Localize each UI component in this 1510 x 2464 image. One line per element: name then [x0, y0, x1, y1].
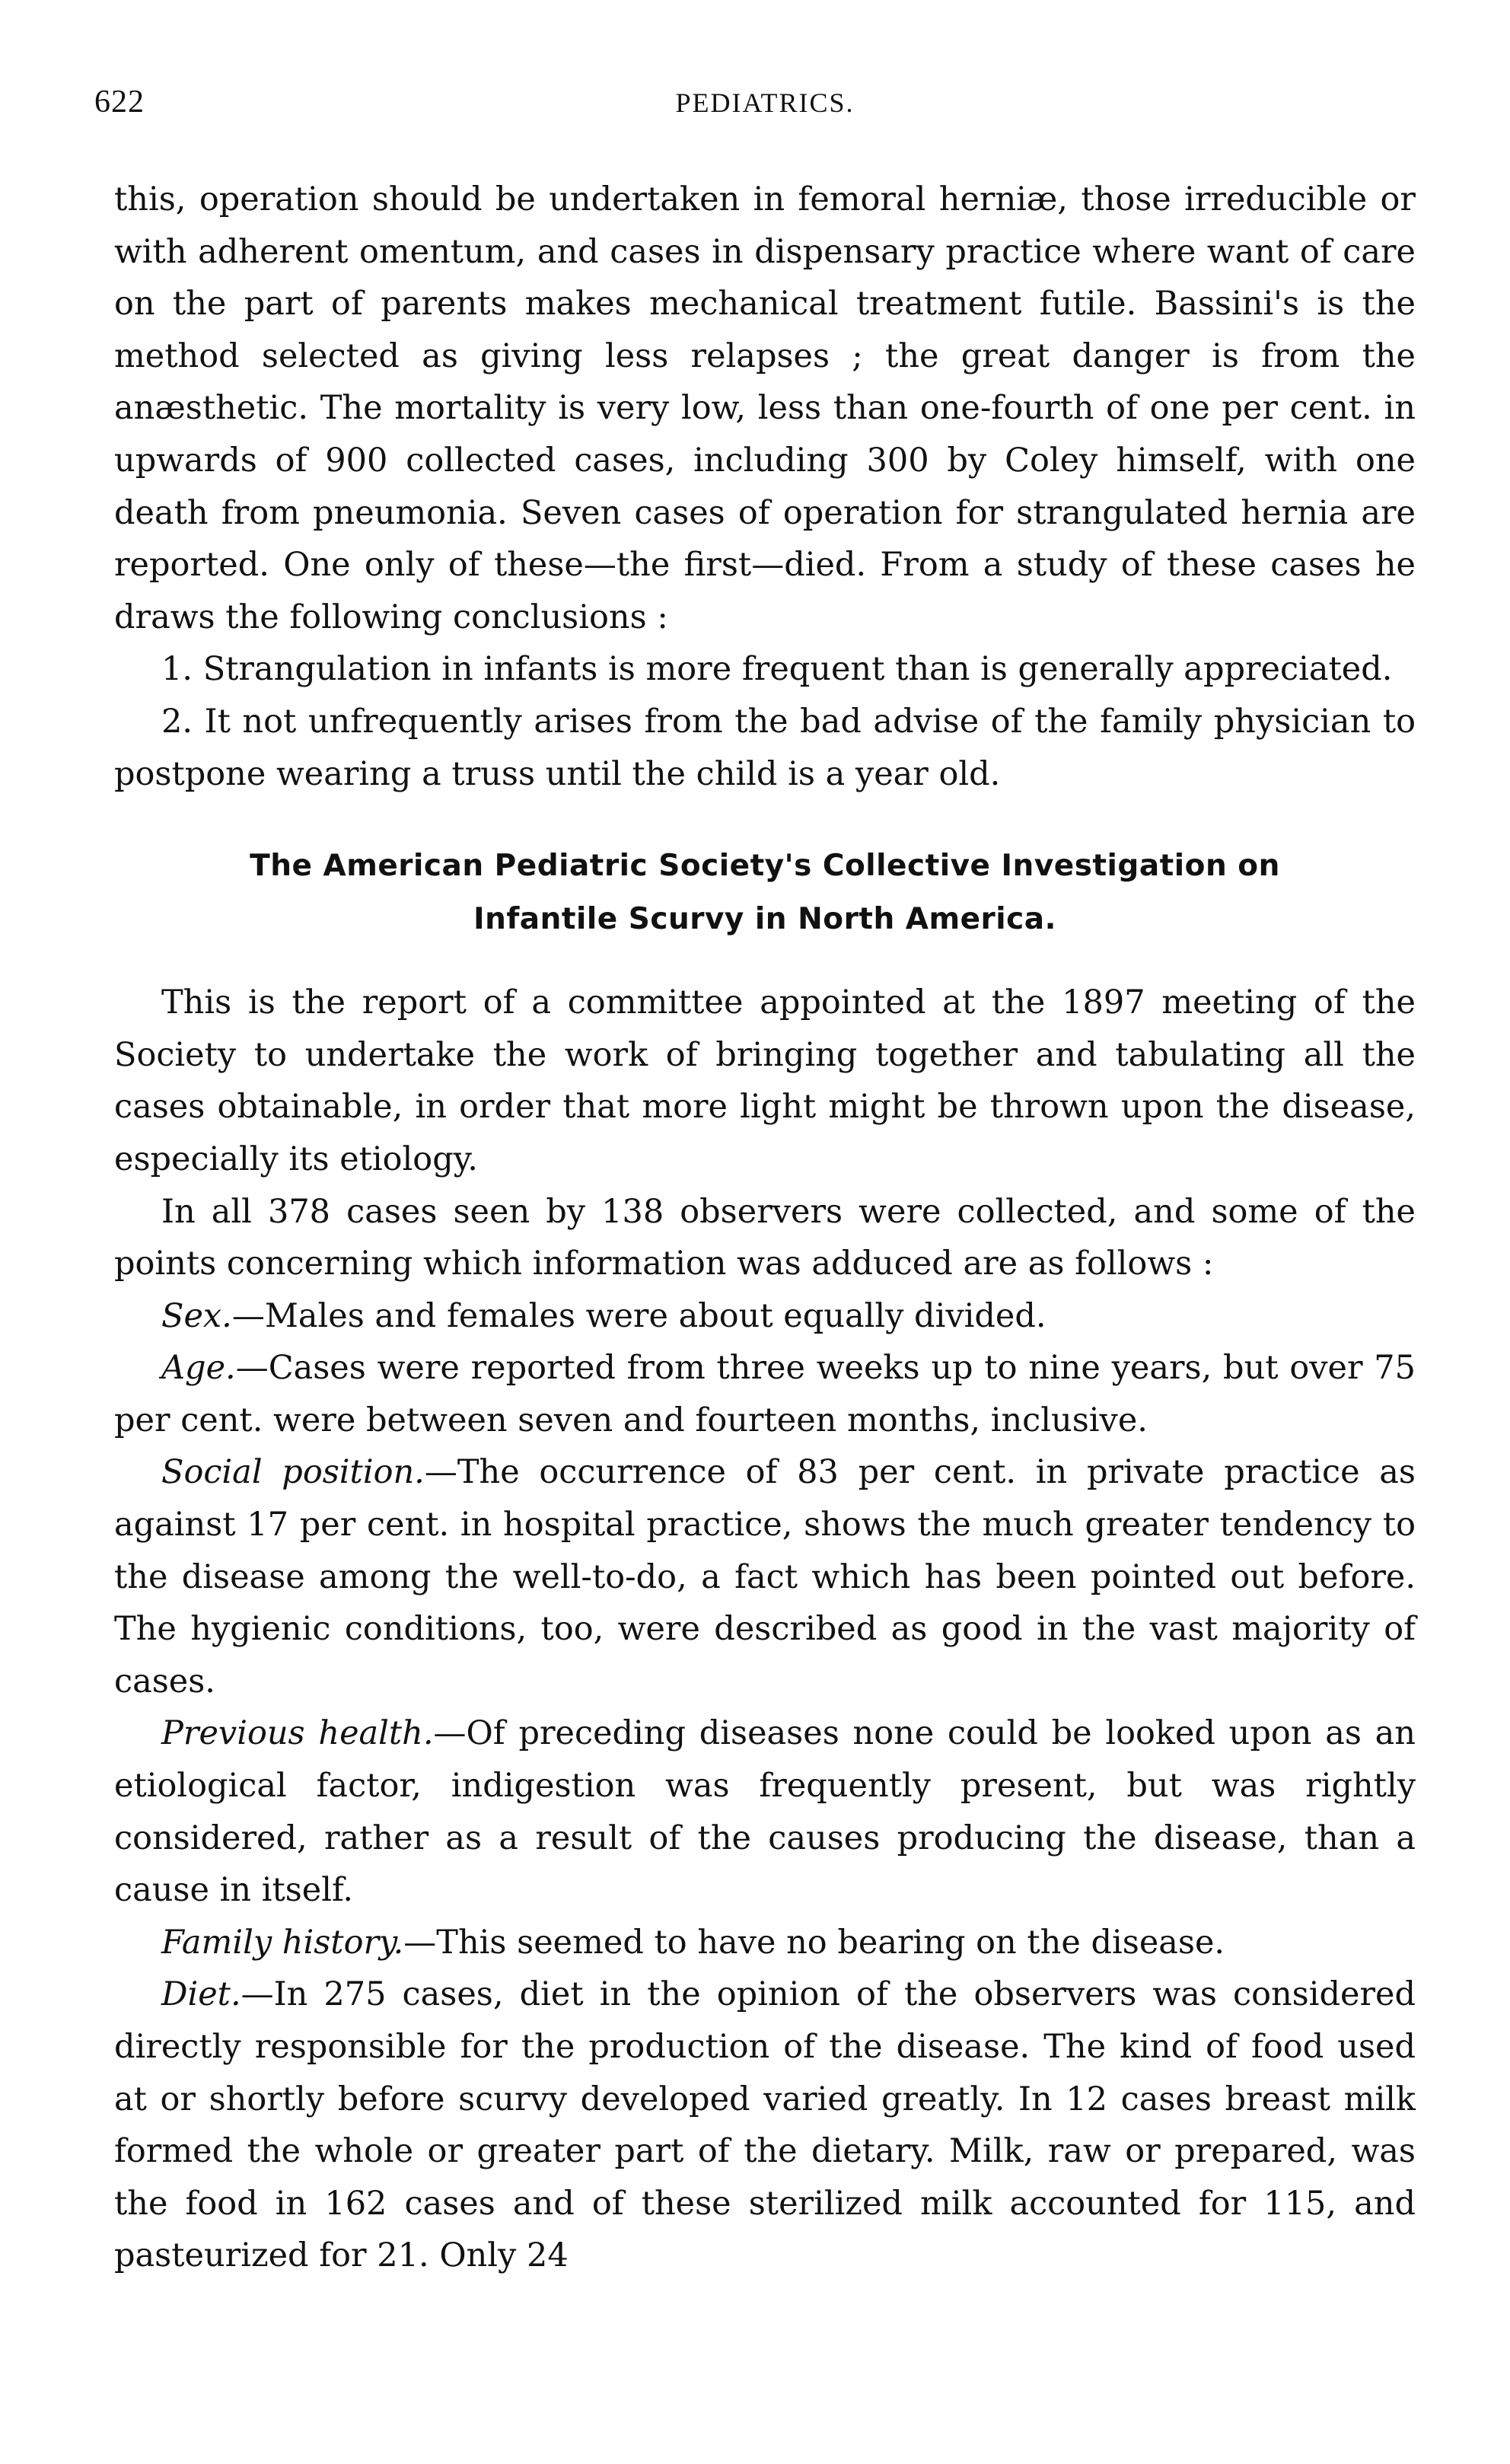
finding-label: Age. — [161, 1349, 236, 1388]
finding-label: Sex. — [161, 1296, 232, 1335]
cases-paragraph: In all 378 cases seen by 138 observers were collected, and some of the points concerning which information was adduced are as follows : — [114, 1192, 1416, 1283]
finding-social-position — [114, 1446, 1416, 1707]
finding-text: —In 275 cases, diet in the opinion of the observers was considered directly responsible for the production of the disease. The kind of food used at or shortly before scurvy developed varied greatly. In 12 cases breast milk formed the whole or greater part of the dietary. Milk, raw or prepared, was the food in 162 cases and of these sterilized milk accounted for 115, and pasteurized for 21. Only 24 — [114, 1975, 1416, 2275]
body-text — [114, 174, 1416, 2282]
finding-text: —The occurrence of 83 per cent. in private practice as against 17 per cent. in hospital practice, shows the much greater tendency to the disease among the well-to-do, a fact which has been pointed out before. The hygienic conditions, too, were described as good in the vast majority of cases. — [114, 1453, 1416, 1701]
section-heading — [114, 840, 1416, 946]
book-page — [94, 84, 1416, 2282]
finding-label: Family history. — [161, 1923, 404, 1962]
conclusion-item: 1. Strangulation in infants is more frequent than is generally appreciated. — [161, 650, 1393, 689]
finding-text: —Males and females were about equally divided. — [231, 1296, 1046, 1335]
finding-text: —This seemed to have no bearing on the disease. — [403, 1923, 1225, 1962]
finding-label: Social position. — [161, 1453, 425, 1492]
finding-diet — [114, 1968, 1416, 2282]
finding-sex — [114, 1290, 1416, 1343]
finding-family-history — [114, 1917, 1416, 1969]
finding-label: Diet. — [161, 1975, 241, 2014]
intro-paragraph: this, operation should be undertaken in femoral herniæ, those irreducible or with adherent omentum, and cases in dispensary practice where want of care on the part of parents makes mechanical treatment futile. Bassini's is the method selected as giving less relapses ; the great danger is from the anæsthetic. The mortality is very low, less than one-fourth of one per cent. in upwards of 900 collected cases, including 300 by Coley himself, with one death from pneumonia. Seven cases of operation for strangulated hernia are reported. One only of these—the first—died. From a study of these cases he draws the following conclusions : — [114, 180, 1416, 636]
section-heading-line: The American Pediatric Society's Collective Investigation on — [250, 849, 1280, 884]
report-paragraph: This is the report of a committee appointed at the 1897 meeting of the Society to undertake the work of bringing together and tabulating all the cases obtainable, in order that more light might be thrown upon the disease, especially its etiology. — [114, 983, 1416, 1178]
conclusion-item: 2. It not unfrequently arises from the bad advise of the family physician to postpone wearing a truss until the child is a year old. — [114, 702, 1416, 793]
finding-text: —Cases were reported from three weeks up to nine years, but over 75 per cent. were between seven and fourteen months, inclusive. — [114, 1349, 1416, 1439]
running-head: PEDIATRICS. — [675, 88, 855, 118]
finding-previous-health — [114, 1707, 1416, 1916]
section-heading-line: Infantile Scurvy in North America. — [473, 902, 1056, 937]
page-number: 622 — [94, 84, 145, 120]
finding-age — [114, 1342, 1416, 1446]
page-header — [94, 84, 1416, 137]
finding-label: Previous health. — [161, 1714, 434, 1753]
finding-text: —Of preceding diseases none could be looked upon as an etiological factor, indigestion was frequently present, but was rightly considered, rather as a result of the causes producing the disease, than a cause in itself. — [114, 1714, 1416, 1910]
